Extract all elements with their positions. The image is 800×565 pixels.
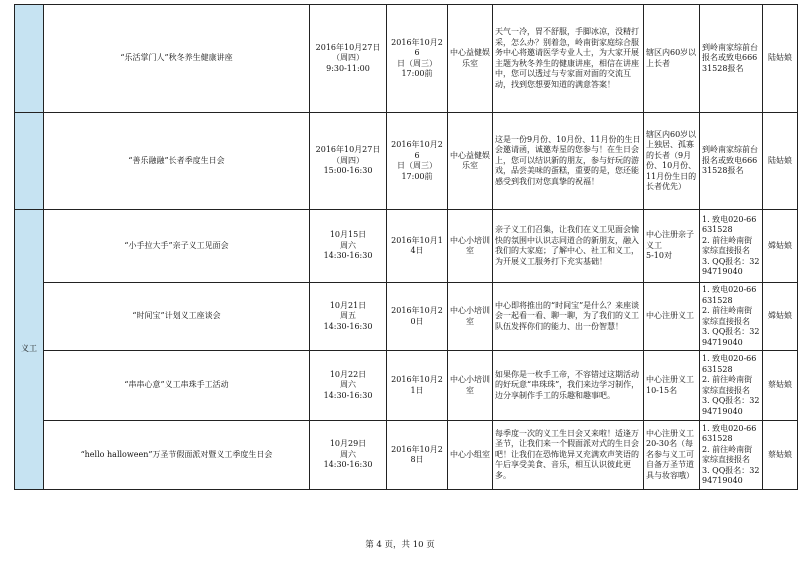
activity-time: 10月21日 周五 14:30-16:30 [310, 283, 387, 351]
signup-deadline: 2016年10月26 日（周三） 17:00前 [387, 5, 448, 113]
target-audience: 辖区内60岁以上长者 [644, 5, 700, 113]
signup-deadline: 2016年10月20日 [387, 283, 448, 351]
activity-time: 10月15日 周六 14:30-16:30 [310, 210, 387, 283]
activity-venue: 中心小培训室 [448, 283, 493, 351]
target-audience: 中心注册亲子义工 5-10对 [644, 210, 700, 283]
activity-time: 10月29日 周六 14:30-16:30 [310, 421, 387, 490]
signup-method: 到岭南家综前台报名或致电66631528报名 [700, 113, 763, 210]
category-cell-blank [15, 5, 44, 113]
table-row [15, 421, 798, 490]
signup-method: 1. 致电020-66631528 2. 前往岭南街家综直接报名 3. QQ报名：3294719040 [700, 351, 763, 421]
table-row [15, 351, 798, 421]
table-row [15, 5, 798, 113]
activity-venue: 中心益健娱乐室 [448, 113, 493, 210]
staff-owner: 陆姑娘 [763, 113, 798, 210]
category-cell-blank [15, 113, 44, 210]
target-audience: 中心注册义工20-30名（每名参与义工可自备万圣节道具与妆容哦） [644, 421, 700, 490]
staff-owner: 陆姑娘 [763, 5, 798, 113]
category-volunteer: 义工 [15, 210, 44, 490]
signup-method: 到岭南家综前台报名或致电66631528报名 [700, 5, 763, 113]
activity-description: 每季度一次的义工生日会又来啦！适逢万圣节，让我们来一个假面派对式的生日会吧！让我们在恐怖诡异又充满欢声笑语的午后享受美食、音乐，相互认识彼此更多。 [493, 421, 644, 490]
activity-name: “善乐融融”长者季度生日会 [44, 113, 310, 210]
signup-method: 1. 致电020-66631528 2. 前往岭南街家综直接报名 3. QQ报名：3294719040 [700, 283, 763, 351]
activity-name: “时间宝”计划义工座谈会 [44, 283, 310, 351]
activity-venue: 中心小组室 [448, 421, 493, 490]
activity-description: 这是一份9月份、10月份、11月份的生日会邀请函，诚邀寿星的您参与！在生日会上，您可以结识新的朋友，参与好玩的游戏，品尝美味的蛋糕，重要的是，您还能感受到我们对您真挚的祝福！ [493, 113, 644, 210]
staff-owner: 蔡姑娘 [763, 351, 798, 421]
staff-owner: 嫦姑娘 [763, 283, 798, 351]
signup-deadline: 2016年10月28日 [387, 421, 448, 490]
staff-owner: 蔡姑娘 [763, 421, 798, 490]
activity-name: “小手拉大手”亲子义工见面会 [44, 210, 310, 283]
target-audience: 中心注册义工 [644, 283, 700, 351]
activity-description: 中心即将推出的“时间宝”是什么？来座谈会一起看一看、聊一聊，为了我们的义工队伍发挥你们的能力、出一份智慧！ [493, 283, 644, 351]
target-audience: 中心注册义工 10-15名 [644, 351, 700, 421]
signup-method: 1. 致电020-66631528 2. 前往岭南街家综直接报名 3. QQ报名：3294719040 [700, 421, 763, 490]
table-row [15, 283, 798, 351]
signup-deadline: 2016年10月14日 [387, 210, 448, 283]
table-row [15, 113, 798, 210]
activity-table [14, 4, 798, 490]
signup-method: 1. 致电020-66631528 2. 前往岭南街家综直接报名 3. QQ报名：3294719040 [700, 210, 763, 283]
activity-description: 天气一冷，胃不舒服，手脚冰凉，没精打采，怎么办？别着急，岭南街家庭综合服务中心将邀请医学专业人士，为大家开展主题为秋冬养生的健康讲座，相信在讲座中，您可以透过与专家面对面的交流互动，找到您想要知道的满意答案！ [493, 5, 644, 113]
activity-description: 如果你是一枚手工帝，不容错过这期活动的好玩意“串珠珠”，我们来边学习制作，边分享制作手工的乐趣和趣事吧。 [493, 351, 644, 421]
signup-deadline: 2016年10月26 日（周三） 17:00前 [387, 113, 448, 210]
activity-name: “串串心意”义工串珠手工活动 [44, 351, 310, 421]
table-row [15, 210, 798, 283]
activity-name: “hello halloween”万圣节假面派对暨义工季度生日会 [44, 421, 310, 490]
staff-owner: 嫦姑娘 [763, 210, 798, 283]
activity-time: 10月22日 周六 14:30-16:30 [310, 351, 387, 421]
activity-venue: 中心益健娱乐室 [448, 5, 493, 113]
signup-deadline: 2016年10月21日 [387, 351, 448, 421]
activity-time: 2016年10月27日 （周四） 9:30-11:00 [310, 5, 387, 113]
page-footer: 第 4 页，共 10 页 [365, 540, 435, 550]
activity-time: 2016年10月27日 （周四） 15:00-16:30 [310, 113, 387, 210]
activity-description: 亲子义工们召集，让我们在义工见面会愉快的氛围中认识志同道合的新朋友，融入我们的大家庭；了解中心、社工和义工，为开展义工服务打下充实基础！ [493, 210, 644, 283]
activity-venue: 中心小培训室 [448, 351, 493, 421]
activity-venue: 中心小培训室 [448, 210, 493, 283]
target-audience: 辖区内60岁以上独居、孤寡的长者（9月份、10月份、11月份生日的长者优先） [644, 113, 700, 210]
activity-name: “乐活掌门人”秋冬养生健康讲座 [44, 5, 310, 113]
